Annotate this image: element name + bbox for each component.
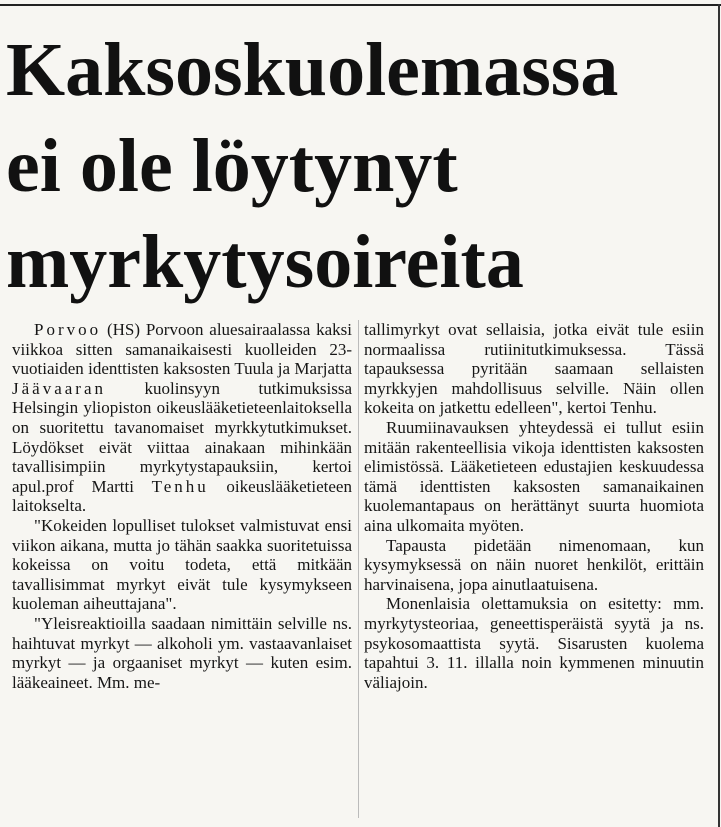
- article-body: [12, 320, 704, 820]
- paragraph-1-text-b: kuolinsyyn tutkimuksissa Helsingin yliopiston oikeuslääketieteenlaitoksella on suoritettu tavanomaiset myrkkytutkimukset. Löydökset eivät viittaa ainakaan mihinkään tavallisimpiin myrkytystapauksiin, kertoi apul.prof Martti: [12, 378, 352, 496]
- article-column-left: [12, 320, 352, 692]
- headline-line-1: Kaksoskuolemassa: [6, 28, 619, 112]
- paragraph-5: Tapausta pidetään nimenomaan, kun kysymyksessä on näin nuoret henkilöt, erittäin harvinaisena, jopa ainutlaatuisena.: [364, 535, 704, 594]
- article-column-right: [364, 320, 704, 692]
- top-rule: [0, 4, 721, 6]
- paragraph-3: "Yleisreaktioilla saadaan nimittäin selville ns. haihtuvat myrkyt — alkoholi ym. vastaavanlaiset myrkyt — ja orgaaniset myrkyt — kuten esim. lääkeaineet. Mm. me-: [12, 613, 352, 692]
- headline-line-2: ei ole löytynyt: [6, 124, 458, 208]
- paragraph-2: "Kokeiden lopulliset tulokset valmistuvat ensi viikon aikana, mutta jo tähän saakka suoritetuissa kokeissa on voitu todeta, että mitkään tavallisimmat myrkyt eivät tule kysymykseen kuoleman aiheuttajana".: [12, 515, 352, 614]
- name-jaavaara: Jäävaaran: [12, 378, 107, 398]
- paragraph-3-continued: tallimyrkyt ovat sellaisia, jotka eivät tule esiin normaalissa rutiinitutkimuksessa. Tässä tapauksessa pyritään saamaan sellaisten myrkkyjen mahdollisuus selville. Näin ollen kokeita on jatkettu edelleen", kertoi Tenhu.: [364, 320, 704, 418]
- headline: [6, 22, 711, 310]
- dateline: Porvoo: [34, 320, 102, 339]
- name-tenhu: Tenhu: [151, 476, 209, 496]
- side-rule: [718, 4, 720, 827]
- column-divider: [358, 320, 359, 818]
- paragraph-1-text-c: oikeuslääketieteen laitokselta.: [12, 476, 352, 516]
- headline-line-3: myrkytysoireita: [6, 220, 524, 304]
- paragraph-1: [12, 320, 352, 516]
- paragraph-6: Monenlaisia olettamuksia on esitetty: mm. myrkytysteoriaa, geneettisperäistä syytä ja ns. psykosomaattista syytä. Sisarusten kuolema tapahtui 3. 11. illalla noin kymmenen minuutin väliajoin.: [364, 594, 704, 692]
- paragraph-1-text-a: (HS) Porvoon aluesairaalassa kaksi viikkoa sitten samanaikaisesti kuolleiden 23-vuotiaiden identtisten kaksosten Tuula ja Marjatta: [12, 320, 352, 379]
- paragraph-4: Ruumiinavauksen yhteydessä ei tullut esiin mitään rakenteellisia vikoja identtisten kaksosten elimistössä. Lääketieteen edustajien keskuudessa tämä identtisten kaksosten samanaikainen kuolemantapaus on herättänyt suurta huomiota aina ulkomaita myöten.: [364, 417, 704, 535]
